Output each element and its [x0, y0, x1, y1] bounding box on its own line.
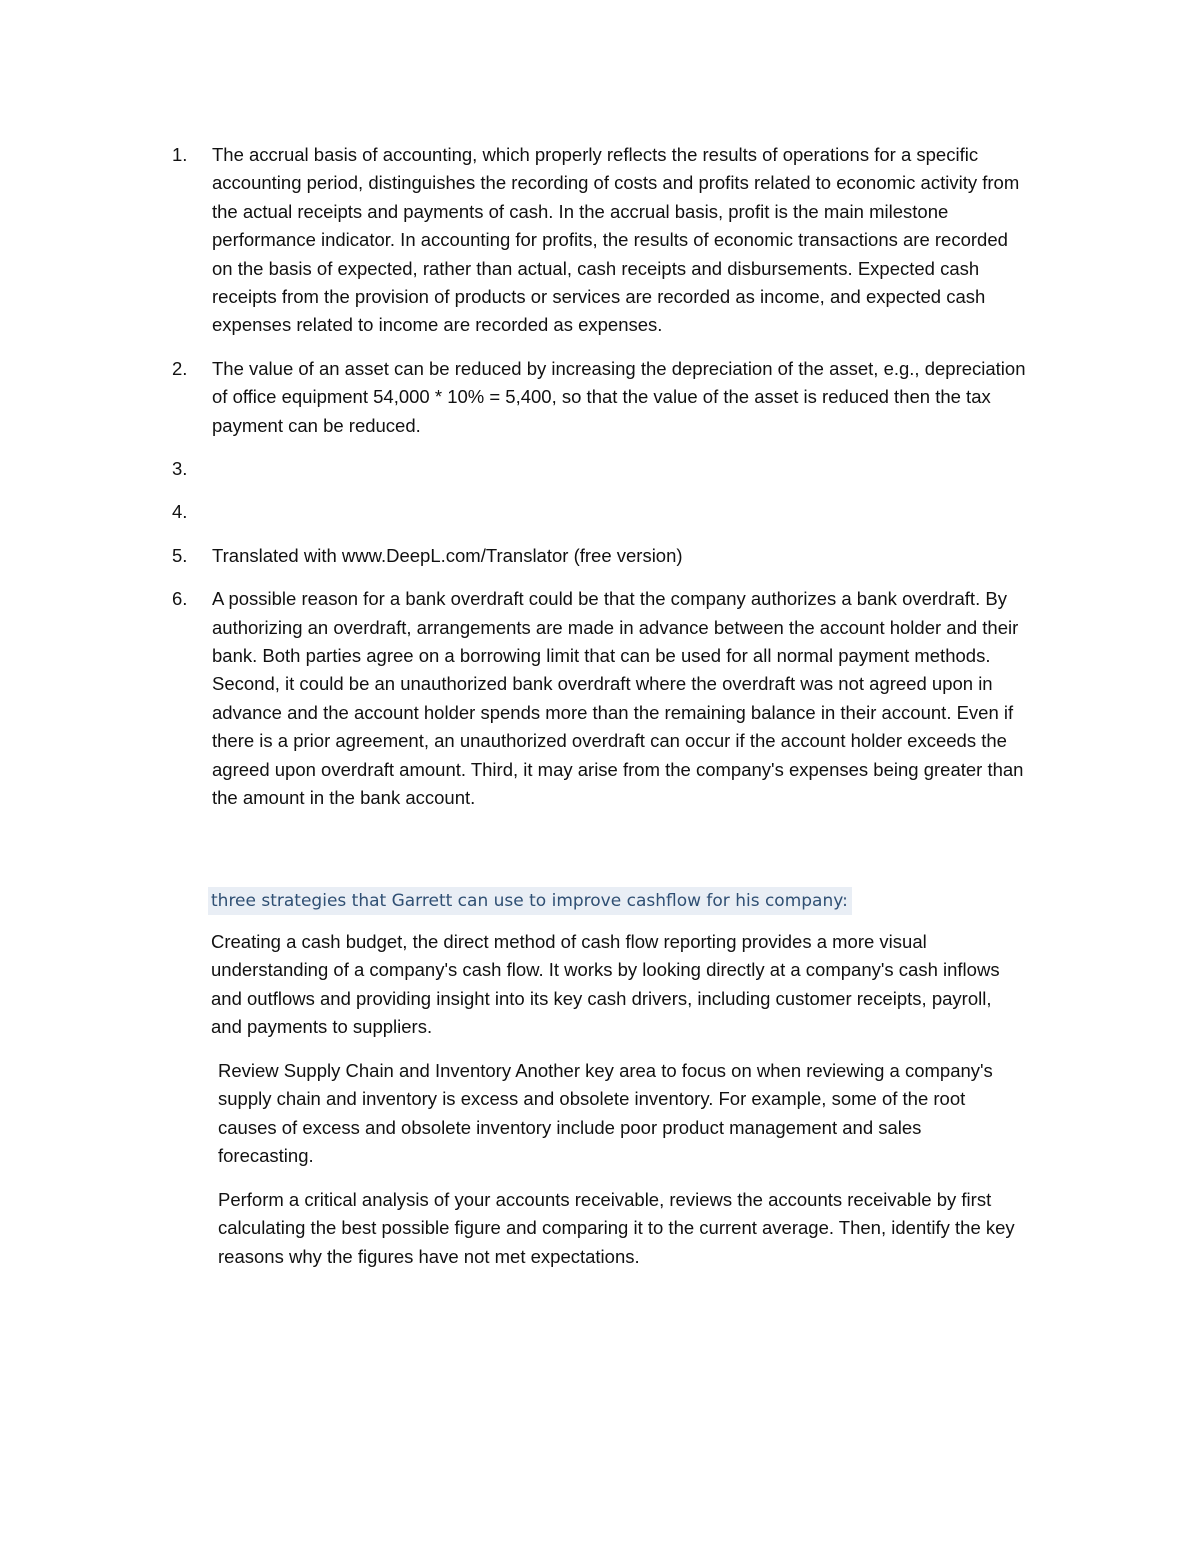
list-item-number: 3. [172, 458, 188, 480]
list-item [172, 585, 1032, 812]
strategy-paragraph-accounts-receivable: Perform a critical analysis of your accounts receivable, reviews the accounts receivable by first calculating the best possible figure and comparing it to the current average. Then, identify the key reasons why the figures have not met expectations. [218, 1189, 1015, 1267]
list-item-number: 4. [172, 501, 188, 523]
list-item [172, 355, 1032, 440]
list-item-number: 2. [172, 357, 188, 379]
numbered-list [172, 141, 1032, 828]
list-item-number: 1. [172, 144, 188, 165]
list-item [172, 141, 1032, 340]
highlighted-heading-block [208, 886, 1028, 915]
list-item [172, 542, 1032, 570]
strategy-paragraph-supply-chain: Review Supply Chain and Inventory Another key area to focus on when reviewing a company's supply chain and inventory is excess and obsolete inventory. For example, some of the root causes of excess and obsolete inventory include poor product management and sales forecasting. [218, 1060, 993, 1167]
list-item-number: 5. [172, 544, 188, 566]
list-item-text: The accrual basis of accounting, which properly reflects the results of operations for a specific accounting period, distinguishes the recording of costs and profits related to economic activity from the actual receipts and payments of cash. In the accrual basis, profit is the main milestone performance indicator. In accounting for profits, the results of economic transactions are recorded on the basis of expected, rather than actual, cash receipts and disbursements. Expected cash receipts from the provision of products or services are recorded as income, and expected cash expenses related to income are recorded as expenses. [212, 144, 1020, 336]
list-item [172, 455, 1032, 483]
list-item [172, 498, 1032, 526]
list-item-text: The value of an asset can be reduced by increasing the depreciation of the asset, e.g., depreciation of office equipment 54,000 * 10% = 5,400, so that the value of the asset is reduced then the tax payment can be reduced. [212, 357, 1026, 436]
list-item-text: A possible reason for a bank overdraft could be that the company authorizes a bank overdraft. By authorizing an overdraft, arrangements are made in advance between the account holder and their bank. Both parties agree on a borrowing limit that can be used for all normal payment methods. Second, it could be an unauthorized bank overdraft where the overdraft was not agreed upon in advance and the account holder spends more than the remaining balance in their account. Even if there is a prior agreement, an unauthorized overdraft can occur if the account holder exceeds the agreed upon overdraft amount. Third, it may arise from the company's expenses being greater than the amount in the bank account. [212, 588, 1024, 809]
highlighted-heading: three strategies that Garrett can use to improve cashflow for his company: [208, 887, 852, 915]
list-item-number: 6. [172, 588, 188, 610]
list-item-text: Translated with www.DeepL.com/Translator (free version) [212, 544, 683, 566]
strategy-paragraph-cash-budget: Creating a cash budget, the direct method of cash flow reporting provides a more visual understanding of a company's cash flow. It works by looking directly at a company's cash inflows and outflows and providing insight into its key cash drivers, including customer receipts, payroll, and payments to suppliers. [211, 931, 1000, 1038]
